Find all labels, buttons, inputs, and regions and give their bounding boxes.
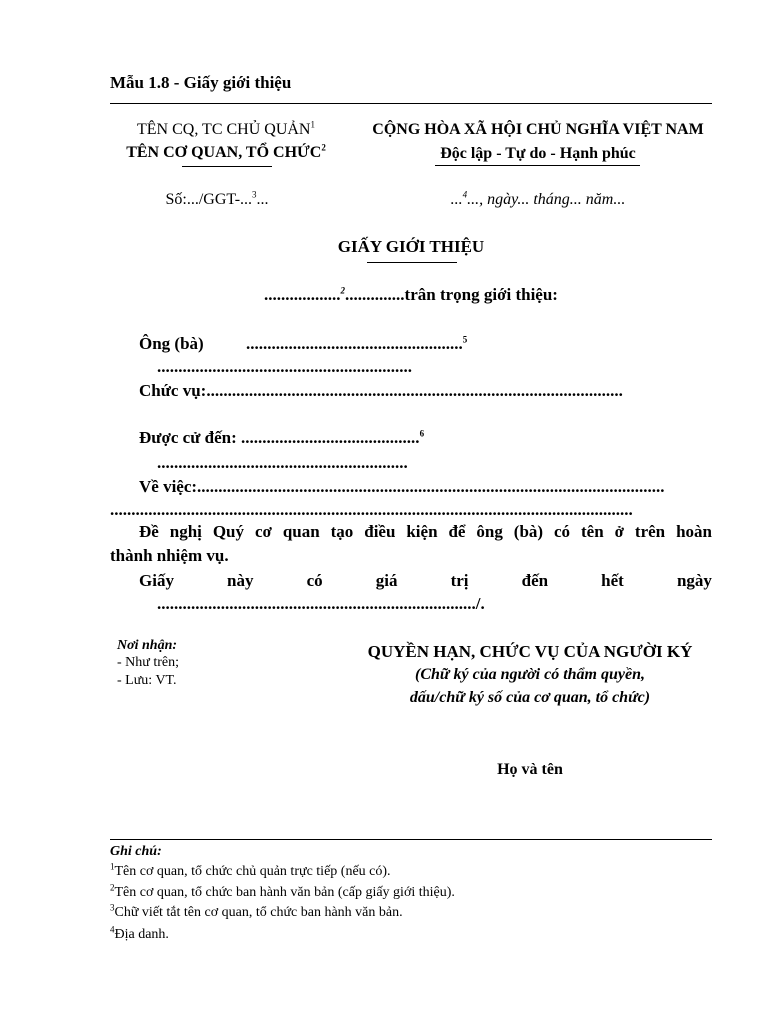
validity-word: hết	[601, 571, 624, 590]
validity-word: giá	[375, 571, 398, 590]
title-underline	[367, 262, 457, 263]
ong-ba-dots: ...................................................	[246, 334, 463, 353]
footnote-item	[110, 902, 403, 921]
ve-viec-field-continued[interactable]: ...........................................................................................................................	[110, 500, 633, 519]
national-title: CỘNG HÒA XÃ HỘI CHỦ NGHĨA VIỆT NAM	[372, 121, 704, 138]
document-title: GIẤY GIỚI THIỆU	[337, 237, 485, 256]
duoc-cu-den-sup: 6	[419, 428, 425, 439]
footnote-text: Tên cơ quan, tổ chức chủ quản trực tiếp (nếu có).	[114, 864, 391, 879]
ong-ba-field-continued[interactable]: ............................................................	[157, 357, 412, 376]
intro-suffix: ..............trân trọng giới thiệu:	[345, 285, 558, 304]
doc-number-sup: 3	[252, 189, 257, 200]
document-number	[110, 191, 324, 209]
parent-org-text: TÊN CQ, TC CHỦ QUẢN	[137, 121, 311, 138]
recipient-item: - Như trên;	[117, 655, 180, 670]
org-name-sup: 2	[321, 142, 326, 153]
ong-ba-sup: 5	[462, 334, 468, 345]
chuc-vu-field[interactable]: Chức vụ:..................................................................................................	[139, 381, 623, 400]
parent-org-sup: 1	[310, 119, 315, 130]
place-date-prefix: ...	[450, 191, 463, 208]
footnote-text: Tên cơ quan, tổ chức ban hành văn bản (cấp giấy giới thiệu).	[114, 885, 455, 900]
recipients-title: Nơi nhận:	[117, 638, 178, 653]
signer-name: Họ và tên	[497, 761, 563, 778]
footnote-number: 1	[110, 861, 115, 872]
validity-word: này	[227, 571, 254, 590]
national-motto: Độc lập - Tự do - Hạnh phúc	[440, 145, 636, 162]
duoc-cu-den-field[interactable]	[139, 428, 424, 448]
intro-line	[110, 285, 712, 305]
footnote-number: 2	[110, 882, 115, 893]
recipient-item: - Lưu: VT.	[117, 673, 177, 688]
validity-word: có	[306, 571, 323, 590]
org-name-text: TÊN CƠ QUAN, TỔ CHỨC	[126, 144, 322, 161]
signature-note-2: dấu/chữ ký số của cơ quan, tổ chức)	[409, 689, 651, 706]
validity-word: Giấy	[139, 571, 174, 590]
top-rule	[110, 103, 712, 104]
validity-word: đến	[521, 571, 549, 590]
duoc-cu-den-text: Được cử đến: ..........................................	[139, 428, 420, 447]
validity-word: ngày	[676, 571, 712, 590]
signature-note-1: (Chữ ký của người có thẩm quyền,	[415, 666, 645, 683]
footnote-item	[110, 882, 455, 901]
intro-prefix: ..................	[264, 285, 341, 304]
footnote-text: Địa danh.	[114, 927, 169, 942]
place-date-suffix: ..., ngày... tháng... năm...	[467, 191, 626, 208]
org-underline	[182, 166, 272, 167]
footnote-text: Chữ viết tắt tên cơ quan, tổ chức ban hành văn bản.	[114, 905, 403, 920]
form-title: Mẫu 1.8 - Giấy giới thiệu	[110, 73, 292, 92]
doc-number-prefix: Số:.../GGT-...	[165, 191, 253, 208]
org-name	[110, 144, 342, 162]
ong-ba-label: Ông (bà)	[139, 334, 204, 353]
footnote-item	[110, 861, 391, 880]
footnote-number: 3	[110, 902, 115, 913]
request-line-2: thành nhiệm vụ.	[110, 546, 229, 565]
validity-line	[139, 571, 712, 591]
ve-viec-field[interactable]: Về việc:..............................................................................................................	[139, 477, 665, 496]
footnote-item	[110, 924, 169, 943]
place-date	[352, 191, 724, 209]
parent-org-name	[110, 121, 342, 139]
validity-word: trị	[450, 571, 469, 590]
duoc-cu-den-field-continued[interactable]: ...........................................................	[157, 453, 408, 472]
doc-number-suffix: ...	[256, 191, 269, 208]
ong-ba-field[interactable]	[246, 334, 467, 354]
signer-title: QUYỀN HẠN, CHỨC VỤ CỦA NGƯỜI KÝ	[367, 642, 693, 661]
place-date-sup: 4	[462, 189, 468, 200]
request-line-1: Đề nghị Quý cơ quan tạo điều kiện để ông (bà) có tên ở trên hoàn	[139, 522, 712, 541]
notes-title: Ghi chú:	[110, 844, 162, 859]
footnote-rule	[110, 839, 712, 840]
intro-sup: 2	[340, 285, 346, 296]
footnote-number: 4	[110, 924, 115, 935]
validity-date-field[interactable]: .........................................................................../.	[157, 594, 485, 613]
motto-underline	[435, 165, 640, 166]
